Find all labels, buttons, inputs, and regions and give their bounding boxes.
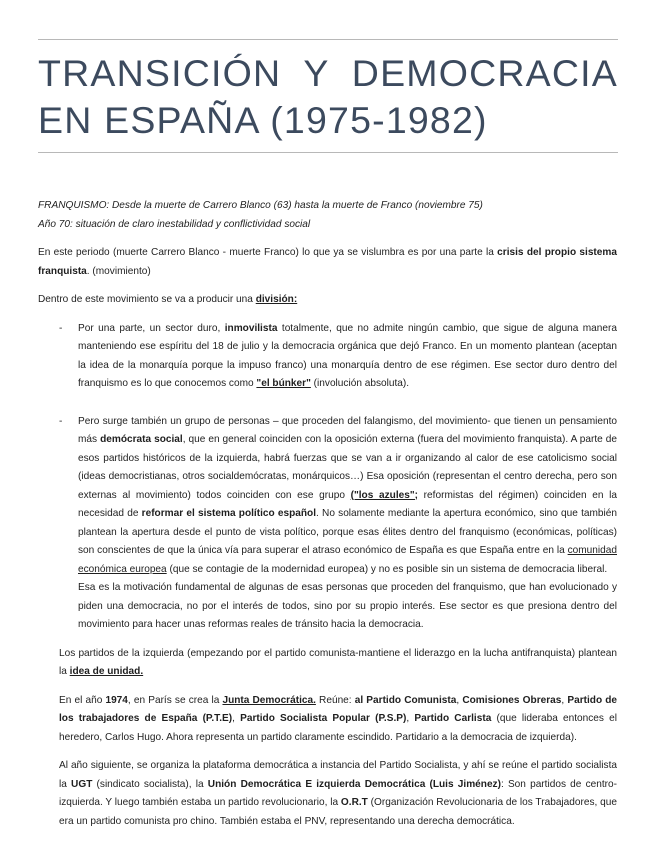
intro-franquismo: FRANQUISMO: Desde la muerte de Carrero Blanco (63) hasta la muerte de Franco (noviembre 75): [38, 200, 483, 211]
bullet-dash: -: [59, 415, 63, 427]
emphasis-democrata-social: demócrata social: [100, 434, 183, 445]
emphasis-reformar: reformar el sistema político español: [141, 508, 317, 519]
paragraph-periodo: En este periodo (muerte Carrero Blanco - muerte Franco) lo que ya se vislumbra es por una parte la crisis del propio sistema franquista. (movimiento): [38, 247, 617, 277]
emphasis-bunker: "el búnker": [256, 378, 311, 389]
top-divider: [38, 39, 618, 40]
division-list: [38, 320, 617, 635]
emphasis-union: Unión Democrática E izquierda Democrática (Luis Jiménez): [207, 778, 501, 790]
emphasis-crisis: crisis del propio sistema franquista: [38, 247, 617, 277]
intro-ano-70: Año 70: situación de claro inestabilidad y conflictividad social: [38, 218, 311, 230]
bottom-divider: [38, 152, 618, 153]
page-title: TRANSICIÓN Y DEMOCRACIA EN ESPAÑA (1975-1982): [38, 52, 618, 141]
paragraph-unidad: Los partidos de la izquierda (empezando por el partido comunista-mantiene el liderazgo en la lucha antifranquista) plantean la idea de unidad.: [59, 647, 617, 677]
emphasis-ort: O.R.T: [340, 797, 368, 808]
paragraph-division: Dentro de este movimiento se va a producir una división:: [38, 294, 298, 305]
emphasis-junta: Junta Democrática.: [222, 694, 316, 706]
list-item-azules-continuation: Esa es la motivación fundamental de algunas de esas personas que proceden del franquismo, que han evolucionado y piden una democracia, no por el interés de todos, sino por su propio interés. Ese sector es que presiona dentro del movimiento para hacer unas reformas reales de tránsito hacia la democracia.: [78, 582, 617, 630]
list-item-bunker: - Por una parte, un sector duro, inmovilista totalmente, que no admite ningún cambio, que sigue de alguna manera manteniendo ese espíritu del 18 de julio y la democracia orgánica que dejó Franco. En un momento plantean (aceptan la idea de la monarquía porque la impuso franco) una monarquía dentro de ese régimen. Ese sector duro dentro del franquismo es lo que conocemos como "el búnker" (involución absoluta).: [38, 320, 617, 394]
list-item-azules: - Pero surge también un grupo de personas – que proceden del falangismo, del movimiento- que tienen un pensamiento más demócrata social, que en general coinciden con la oposición externa (fuera del movimiento franquista). A parte de esos partidos históricos de la izquierda, habrá fuerzas que se van a ir organizando al calor de ese catolicismo social (ideas democristianas, otros socialdemócratas, monárquicos…) Esa oposición (representan el centro derecha, pero son externas al movimiento) todos coinciden con ese grupo ("los azules"; reformistas del régimen) coinciden en la necesidad de reformar el sistema político español. No solamente mediante la apertura económico, sino que también plantean la apertura desde el punto de vista político, porque esas élites dentro del franquismo (económicas, políticas) son conscientes de que la única vía para superar el atraso económico de España es que España entre en la comunidad económica europea (que se contagie de la modernidad europea) y no es posible sin un sistema de democracia liberal. Esa es la motivación fundamental de algunas de esas personas que proceden del franquismo, que han evolucionado y piden una democracia, no por el interés de todos, sino por su propio interés. Ese sector es que presiona dentro del movimiento para hacer unas reformas reales de tránsito hacia la democracia.: [38, 413, 617, 635]
emphasis-1974: 1974: [105, 694, 128, 706]
emphasis-unidad: idea de unidad.: [69, 666, 144, 677]
emphasis-inmovilista: inmovilista: [224, 322, 278, 334]
document-body: [38, 197, 617, 841]
emphasis-los-azules: ("los azules";: [350, 489, 419, 501]
emphasis-division: división:: [255, 294, 298, 305]
bullet-dash: -: [59, 322, 63, 334]
emphasis-ugt: UGT: [71, 778, 93, 790]
paragraph-junta: En el año 1974, en París se crea la Junta Democrática. Reúne: al Partido Comunista, Comisiones Obreras, Partido de los trabajadores de España (P.T.E), Partido Socialista Popular (P.S.P), Partido Carlista (que lideraba entonces el heredero, Carlos Hugo. Ahora representa un partido claramente escindido. Partidario a la democracia de izquierda).: [59, 694, 618, 743]
emphasis-cee: comunidad económica europea: [78, 545, 617, 575]
paragraph-plataforma: Al año siguiente, se organiza la plataforma democrática a instancia del Partido Socialista, y ahí se reúne el partido socialista la UGT (sindicato socialista), la Unión Democrática E izquierda Democrática (Luis Jiménez): Son partidos de centro-izquierda. Y luego también estaba un partido revolucionario, la O.R.T (Organización Revolucionaria de los Trabajadores, que era un partido comunista pro chino. También estaba el PNV, representando una derecha democrática.: [59, 760, 617, 827]
